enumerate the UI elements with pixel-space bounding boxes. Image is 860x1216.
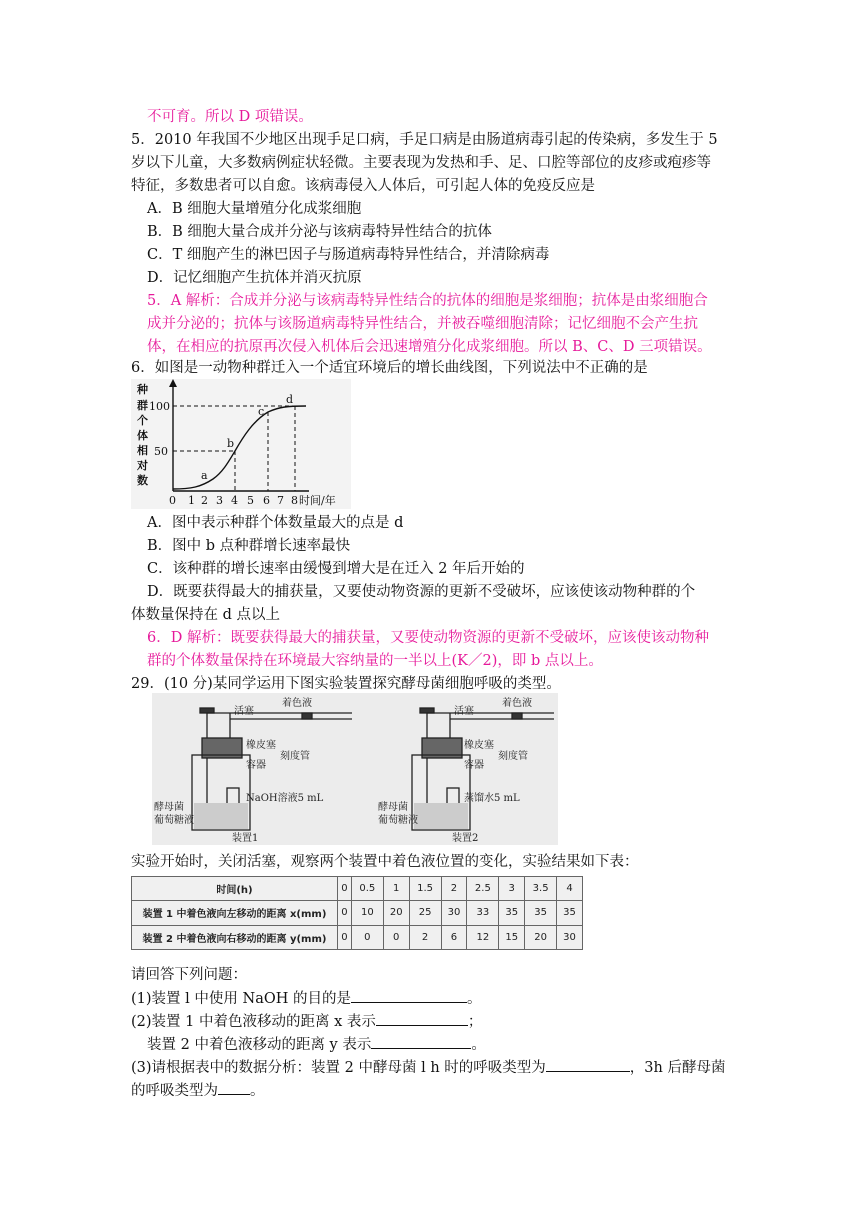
x-tick-label: 0: [169, 494, 176, 507]
label-valve-1: 活塞: [234, 706, 254, 717]
table-cell: 1.5: [409, 877, 441, 901]
answer-text: 不可育。所以 D 项错误。: [147, 109, 313, 125]
option-b: B．B 细胞大量合成并分泌与该病毒特异性结合的抗体: [147, 224, 492, 240]
table-cell: 30: [557, 925, 583, 949]
svg-text:体: 体: [137, 429, 148, 442]
table-cell: 10: [351, 901, 383, 925]
x-tick-label: 3: [216, 494, 223, 507]
svg-text:对: 对: [137, 459, 148, 472]
table-cell: 6: [441, 925, 467, 949]
table-cell: 装置 1 中着色液向左移动的距离 x(mm): [132, 901, 338, 925]
option-d: D．记忆细胞产生抗体并消灭抗原: [147, 270, 362, 286]
table-cell: 35: [525, 901, 557, 925]
answer-blank[interactable]: [218, 1080, 250, 1095]
answer-6-explanation: 群的个体数量保持在环境最大容纳量的一半以上(K／2)，即 b 点以上。: [147, 653, 603, 669]
table-row: [132, 901, 583, 925]
label-container-1: 容器: [246, 760, 266, 771]
x-axis-label: 时间/年: [299, 494, 336, 507]
x-tick-label: 4: [231, 494, 238, 507]
svg-text:群: 群: [137, 399, 148, 412]
table-cell: 1: [383, 877, 409, 901]
table-cell: 3: [499, 877, 525, 901]
growth-curve-chart: [131, 379, 351, 509]
table-row: [132, 925, 583, 949]
table-cell: 12: [467, 925, 499, 949]
option-a: A．B 细胞大量增殖分化成浆细胞: [147, 201, 362, 217]
label-coloring-liquid-2: 着色液: [502, 698, 532, 709]
x-tick-label: 8: [291, 494, 298, 507]
option-d: D．既要获得最大的捕获量，又要使动物资源的更新不受破坏，应该使该动物种群的个: [147, 584, 696, 600]
option-b: B．图中 b 点种群增长速率最快: [147, 538, 351, 554]
svg-text:数: 数: [137, 474, 148, 487]
table-cell: 15: [499, 925, 525, 949]
table-cell: 0: [338, 925, 352, 949]
question-2b: 装置 2 中着色液移动的距离 y 表示 。: [147, 1034, 486, 1055]
table-cell: 33: [467, 901, 499, 925]
table-cell: 装置 2 中着色液向右移动的距离 y(mm): [132, 925, 338, 949]
label-glucose-1: 葡萄糖液: [154, 815, 194, 826]
answer-5-explanation: 体，在相应的抗原再次侵入机体后会迅速增殖分化成浆细胞。所以 B、C、D 三项错误。: [147, 339, 712, 355]
question-1: (1)装置 l 中使用 NaOH 的目的是 。: [131, 988, 481, 1009]
option-c: C．该种群的增长速率由缓慢到增大是在迁入 2 年后开始的: [147, 561, 525, 577]
question-3b: 的呼吸类型为 。: [131, 1080, 265, 1101]
label-container-2: 容器: [464, 760, 484, 771]
answer-6-explanation: 6．D 解析：既要获得最大的捕获量，又要使动物资源的更新不受破坏，应该使该动物种: [147, 630, 709, 646]
label-scale-tube-2: 刻度管: [498, 751, 528, 762]
questions-intro: 请回答下列问题：: [131, 967, 247, 983]
point-label-c: c: [258, 405, 265, 418]
apparatus-figure: [152, 693, 558, 845]
device-1-title: 装置1: [232, 833, 259, 844]
table-cell: 0.5: [351, 877, 383, 901]
svg-text:相: 相: [137, 444, 148, 457]
table-cell: 25: [409, 901, 441, 925]
option-d: 体数量保持在 d 点以上: [131, 607, 280, 623]
table-cell: 0: [351, 925, 383, 949]
x-tick-label: 2: [201, 494, 208, 507]
y-axis-label-char: 种: [137, 383, 148, 396]
label-yeast-2: 酵母菌: [378, 802, 408, 813]
answer-blank[interactable]: [546, 1057, 630, 1072]
table-row: [132, 877, 583, 901]
answer-blank[interactable]: [351, 988, 467, 1003]
table-cell: 20: [525, 925, 557, 949]
label-yeast-1: 酵母菌: [154, 802, 184, 813]
question-2a: (2)装置 1 中着色液移动的距离 x 表示 ；: [131, 1011, 482, 1032]
table-cell: 2: [409, 925, 441, 949]
growth-curve-line: [173, 406, 306, 489]
experiment-intro: 实验开始时，关闭活塞，观察两个装置中着色液位置的变化，实验结果如下表：: [131, 854, 639, 870]
table-cell: 0: [383, 925, 409, 949]
question-5-text: 5．2010 年我国不少地区出现手足口病，手足口病是由肠道病毒引起的传染病，多发生于 5: [131, 132, 718, 148]
option-a: A．图中表示种群个体数量最大的点是 d: [147, 515, 404, 531]
svg-text:个: 个: [137, 414, 148, 427]
table-cell: 2: [441, 877, 467, 901]
answer-5-explanation: 5．A 解析：合成并分泌与该病毒特异性结合的抗体的细胞是浆细胞；抗体是由浆细胞合: [147, 293, 708, 309]
label-glucose-2: 葡萄糖液: [378, 815, 418, 826]
question-29-text: 29．(10 分)某同学运用下图实验装置探究酵母菌细胞呼吸的类型。: [131, 676, 561, 692]
y-tick-label: 50: [154, 445, 168, 458]
table-cell: 30: [441, 901, 467, 925]
label-valve-2: 活塞: [454, 706, 474, 717]
table-cell: 20: [383, 901, 409, 925]
label-water-2: 蒸馏水5 mL: [464, 793, 520, 804]
point-label-b: b: [227, 437, 235, 450]
point-label-a: a: [201, 469, 208, 482]
question-5-text: 特征，多数患者可以自愈。该病毒侵入人体后，可引起人体的免疫反应是: [131, 178, 595, 194]
label-scale-tube-1: 刻度管: [280, 751, 310, 762]
device-1-diagram: [192, 708, 352, 830]
table-cell: 时间(h): [132, 877, 338, 901]
table-cell: 4: [557, 877, 583, 901]
table-cell: 0: [338, 877, 352, 901]
answer-blank[interactable]: [376, 1011, 468, 1026]
results-table: [131, 876, 583, 950]
label-rubber-stopper-1: 橡皮塞: [246, 740, 276, 751]
y-tick-label: 100: [149, 400, 170, 413]
x-tick-label: 7: [277, 494, 284, 507]
question-6-text: 6．如图是一动物种群迁入一个适宜环境后的增长曲线图，下列说法中不正确的是: [131, 360, 648, 376]
table-cell: 35: [557, 901, 583, 925]
label-rubber-stopper-2: 橡皮塞: [464, 740, 494, 751]
question-3a: (3)请根据表中的数据分析：装置 2 中酵母菌 l h 时的呼吸类型为 ，3h 后酵母菌: [131, 1057, 725, 1078]
table-cell: 35: [499, 901, 525, 925]
x-tick-label: 6: [263, 494, 270, 507]
answer-blank[interactable]: [371, 1034, 471, 1049]
label-naoh-1: NaOH溶液5 mL: [246, 793, 324, 804]
table-cell: 3.5: [525, 877, 557, 901]
point-label-d: d: [286, 393, 294, 406]
table-cell: 0: [338, 901, 352, 925]
growth-curve-figure: [131, 379, 351, 509]
x-tick-label: 1: [188, 494, 195, 507]
table-cell: 2.5: [467, 877, 499, 901]
x-tick-label: 5: [247, 494, 254, 507]
label-coloring-liquid-1: 着色液: [282, 698, 312, 709]
answer-5-explanation: 成并分泌的；抗体与该肠道病毒特异性结合，并被吞噬细胞清除；记忆细胞不会产生抗: [147, 316, 698, 332]
device-2-title: 装置2: [452, 833, 479, 844]
option-c: C．T 细胞产生的淋巴因子与肠道病毒特异性结合，并清除病毒: [147, 247, 550, 263]
question-5-text: 岁以下儿童，大多数病例症状轻微。主要表现为发热和手、足、口腔等部位的皮疹或疱疹等: [131, 155, 711, 171]
